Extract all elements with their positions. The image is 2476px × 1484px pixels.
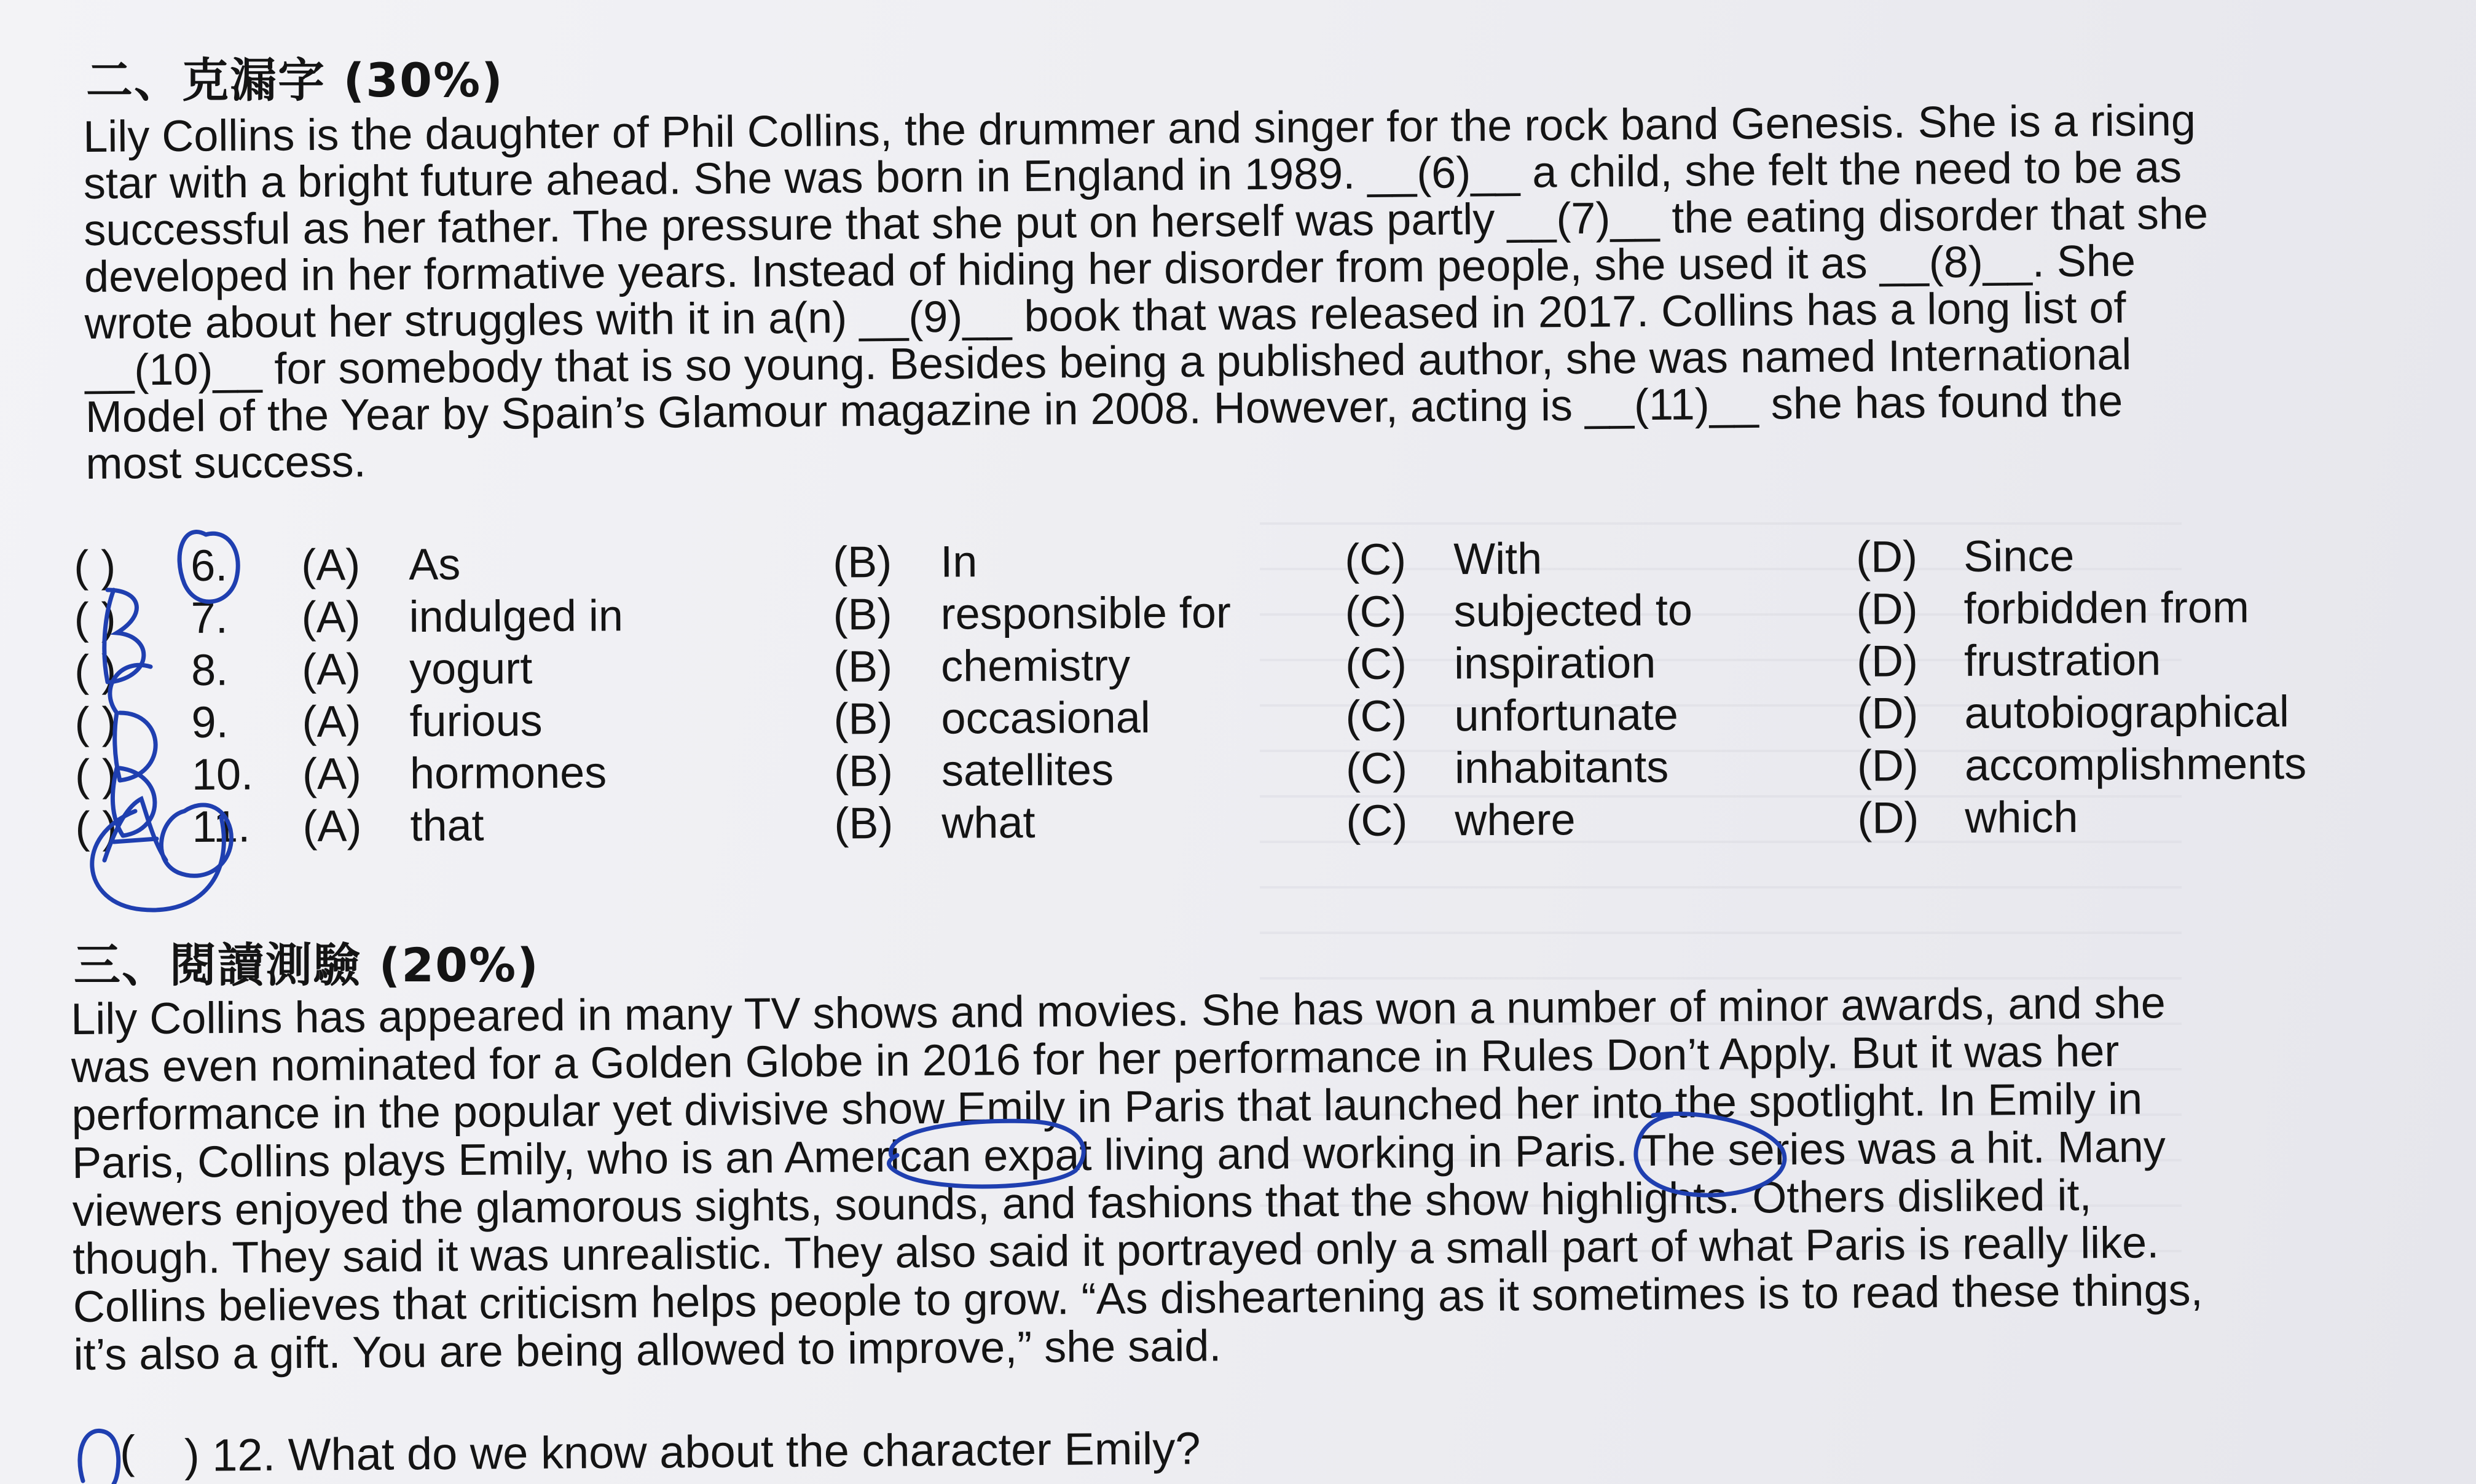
question-number: 8. bbox=[191, 645, 229, 696]
option-b: satellites bbox=[941, 745, 1114, 796]
passage-line: Paris, Collins plays Emily, who is an American expat living and working in Paris. The series was a hit. Many bbox=[71, 1122, 2166, 1188]
option-d-label: (D) bbox=[1855, 532, 1918, 582]
option-a: furious bbox=[409, 696, 543, 747]
option-c-label: (C) bbox=[1344, 535, 1407, 585]
passage-line: Collins believes that criticism helps people to grow. “As disheartening as it sometimes is to read these things, bbox=[73, 1265, 2203, 1332]
option-a: As bbox=[409, 540, 461, 590]
question-number: 10. bbox=[191, 750, 254, 799]
option-c-label: (C) bbox=[1345, 744, 1408, 794]
option-c: inspiration bbox=[1453, 638, 1656, 689]
option-a-label: (A) bbox=[302, 697, 361, 747]
answer-blank[interactable]: ( ) bbox=[74, 541, 116, 591]
question-number: 7. bbox=[191, 593, 228, 643]
option-a-label: (A) bbox=[301, 592, 361, 643]
passage-line: it’s also a gift. You are being allowed to improve,” she said. bbox=[73, 1321, 1222, 1380]
option-b: chemistry bbox=[940, 641, 1131, 691]
section2-heading: 二、克漏字 (30%) bbox=[86, 53, 504, 108]
option-d-label: (D) bbox=[1857, 689, 1919, 739]
option-c: subjected to bbox=[1453, 586, 1693, 637]
passage-line: though. They said it was unrealistic. They also said it portrayed only a small part of what Paris is really like. bbox=[73, 1218, 2160, 1284]
question-number: 6. bbox=[191, 541, 228, 591]
option-d: Since bbox=[1963, 531, 2075, 581]
option-a: indulged in bbox=[409, 591, 624, 642]
option-b: what bbox=[941, 798, 1036, 848]
option-a-label: (A) bbox=[302, 801, 362, 852]
passage-line: successful as her father. The pressure that she put on herself was partly __(7)__ the eating disorder that she bbox=[84, 189, 2209, 255]
passage-line: __(10)__ for somebody that is so young. Besides being a published author, she was named International bbox=[84, 329, 2132, 395]
option-c-label: (C) bbox=[1345, 691, 1407, 742]
option-d: frustration bbox=[1963, 635, 2161, 686]
option-c: where bbox=[1455, 795, 1576, 846]
passage-line: developed in her formative years. Instead of hiding her disorder from people, she used it as __(8)__. She bbox=[84, 236, 2136, 302]
passage-line: Model of the Year by Spain’s Glamour magazine in 2008. However, acting is __(11)__ she has found the bbox=[85, 376, 2123, 442]
passage-line: most success. bbox=[85, 437, 366, 489]
section3-heading: 三、閱讀測驗 (20%) bbox=[74, 938, 540, 992]
passage-line: star with a bright future ahead. She was born in England in 1989. __(6)__ a child, she felt the need to be as bbox=[83, 143, 2182, 208]
option-c: unfortunate bbox=[1454, 690, 1679, 741]
passage-line: wrote about her struggles with it in a(n) __(9)__ book that was released in 2017. Collins has a long list of bbox=[84, 283, 2126, 348]
answer-blank[interactable]: ( ) bbox=[74, 646, 117, 696]
option-a-label: (A) bbox=[302, 749, 362, 799]
option-c-label: (C) bbox=[1345, 639, 1407, 689]
option-a-label: (A) bbox=[301, 540, 361, 591]
passage-line: performance in the popular yet divisive show Emily in Paris that launched her into the spotlight. In Emily in bbox=[71, 1074, 2143, 1140]
option-d-label: (D) bbox=[1857, 741, 1919, 791]
option-c: inhabitants bbox=[1454, 742, 1669, 793]
ink-mark-12 bbox=[80, 1431, 119, 1484]
option-c-label: (C) bbox=[1345, 587, 1407, 637]
answer-blank[interactable]: ( ) bbox=[75, 803, 117, 852]
option-a: hormones bbox=[409, 748, 607, 799]
option-b-label: (B) bbox=[832, 538, 892, 587]
question-number: 9. bbox=[191, 697, 229, 748]
cloze-passage bbox=[83, 96, 2366, 487]
cloze-options-table bbox=[74, 529, 2349, 854]
option-d-label: (D) bbox=[1857, 793, 1919, 843]
option-b: In bbox=[940, 537, 978, 587]
option-d-label: (D) bbox=[1856, 637, 1919, 686]
option-b-label: (B) bbox=[833, 747, 894, 796]
option-a: that bbox=[410, 801, 484, 851]
passage-line: was even nominated for a Golden Globe in 2016 for her performance in Rules Don’t Apply. But it was her bbox=[71, 1026, 2120, 1092]
option-b: occasional bbox=[941, 693, 1150, 744]
option-b-label: (B) bbox=[833, 642, 893, 692]
option-b-label: (B) bbox=[833, 590, 892, 640]
passage-line: Lily Collins is the daughter of Phil Collins, the drummer and singer for the rock band Genesis. She is a rising bbox=[82, 96, 2196, 162]
answer-blank[interactable]: ( ) bbox=[74, 750, 117, 800]
option-b-label: (B) bbox=[833, 694, 893, 744]
question-12: ) 12. What do we know about the character Emily? bbox=[184, 1423, 1201, 1481]
option-c: With bbox=[1453, 534, 1543, 584]
option-d: which bbox=[1965, 792, 2078, 842]
reading-passage bbox=[71, 978, 2378, 1379]
question-number: 11. bbox=[192, 802, 251, 852]
answer-blank-12[interactable]: ( bbox=[120, 1426, 135, 1477]
option-a-label: (A) bbox=[301, 645, 361, 695]
answer-blank[interactable]: ( ) bbox=[74, 594, 116, 643]
passage-line: viewers enjoyed the glamorous sights, sounds, and fashions that the show highlights. Others disliked it, bbox=[72, 1171, 2092, 1236]
option-b: responsible for bbox=[940, 588, 1232, 639]
option-c-label: (C) bbox=[1346, 796, 1408, 846]
option-d: forbidden from bbox=[1963, 583, 2250, 634]
option-b-label: (B) bbox=[834, 799, 894, 849]
option-d: autobiographical bbox=[1964, 687, 2290, 738]
answer-blank[interactable]: ( ) bbox=[74, 698, 117, 748]
passage-line: Lily Collins has appeared in many TV shows and movies. She has won a number of minor awards, and she bbox=[70, 978, 2166, 1044]
option-d: accomplishments bbox=[1964, 739, 2307, 790]
option-d-label: (D) bbox=[1856, 584, 1918, 634]
option-a: yogurt bbox=[409, 644, 533, 694]
